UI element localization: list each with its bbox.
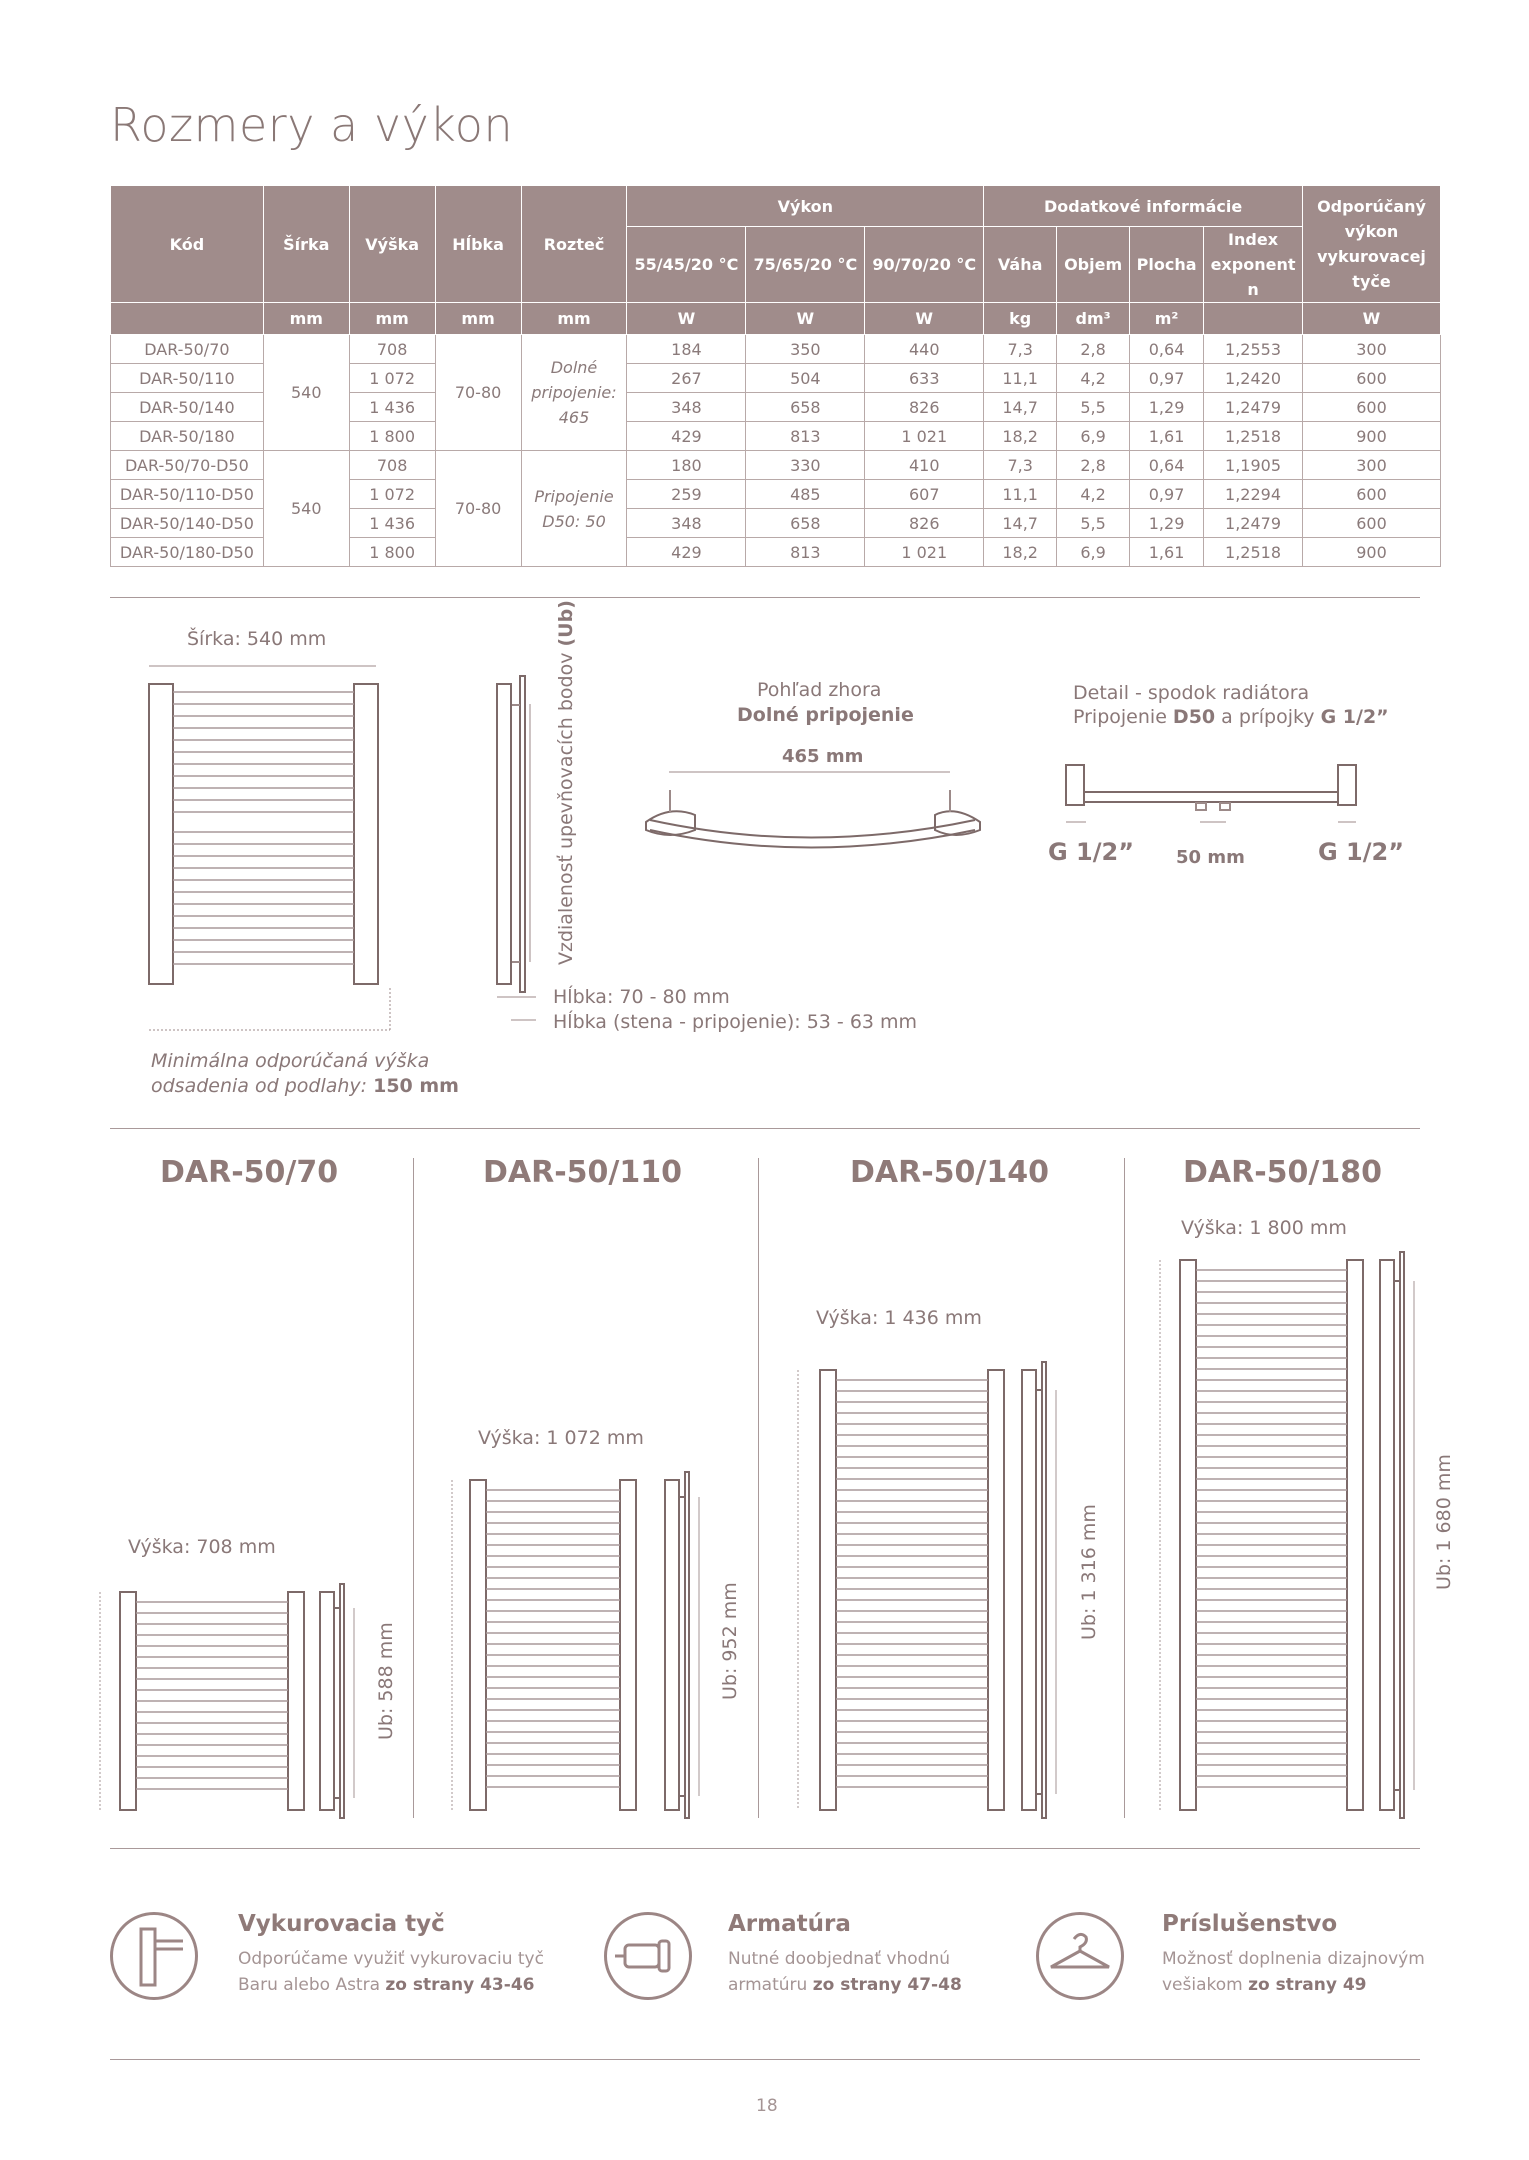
- table-cell: 826: [865, 509, 984, 538]
- min-height-text: odsadenia od podlahy:: [151, 1075, 368, 1097]
- table-cell: 440: [865, 335, 984, 364]
- table-cell: 826: [865, 393, 984, 422]
- table-cell: 1,2518: [1204, 422, 1303, 451]
- table-cell: 1,1905: [1204, 451, 1303, 480]
- header-objem: Objem: [1057, 227, 1130, 303]
- model-name: DAR-50/70: [160, 1155, 339, 1190]
- header-kod: Kód: [111, 186, 264, 303]
- unit-cell: mm: [263, 303, 349, 335]
- detail-text-a: Pripojenie: [1073, 706, 1173, 728]
- feature-title: Armatúra: [728, 1911, 851, 1937]
- feature-text: [1162, 1946, 1425, 1998]
- table-cell: 410: [865, 451, 984, 480]
- g-left-label: G 1/2”: [1048, 838, 1134, 866]
- table-cell: DAR-50/110: [111, 364, 264, 393]
- table-cell: DAR-50/180: [111, 422, 264, 451]
- table-cell: 607: [865, 480, 984, 509]
- ub-label-abbr: (Ub): [555, 600, 577, 647]
- radiator-right-tube: [620, 1480, 636, 1810]
- table-cell: 1 800: [349, 422, 435, 451]
- header-index: Index exponent n: [1204, 227, 1303, 303]
- table-cell: 4,2: [1057, 480, 1130, 509]
- unit-cell: W: [627, 303, 746, 335]
- model-name: DAR-50/110: [483, 1155, 682, 1190]
- table-cell: 11,1: [984, 480, 1057, 509]
- table-cell: 259: [627, 480, 746, 509]
- feature-title: Vykurovacia tyč: [238, 1911, 445, 1937]
- unit-cell: mm: [521, 303, 627, 335]
- table-cell: 600: [1303, 480, 1441, 509]
- table-cell: 184: [627, 335, 746, 364]
- radiator-left-tube: [820, 1370, 836, 1810]
- radiator-right-tube: [1347, 1260, 1363, 1810]
- min-height-line1: Minimálna odporúčaná výška: [151, 1050, 430, 1072]
- model-height: Výška: 1 800 mm: [1181, 1217, 1347, 1239]
- side-view-tube: [320, 1592, 334, 1810]
- table-cell: 0,64: [1130, 451, 1204, 480]
- detail-text-d: G 1/2”: [1320, 706, 1389, 728]
- table-cell: 70-80: [435, 335, 521, 451]
- feature-text-line: Nutné doobjednať vhodnú: [728, 1949, 950, 1969]
- header-hlbka: Hĺbka: [435, 186, 521, 303]
- d50-dimension: 50 mm: [1176, 847, 1245, 868]
- table-cell: 5,5: [1057, 509, 1130, 538]
- table-cell: 2,8: [1057, 451, 1130, 480]
- feature-text-line2: [728, 1972, 962, 1998]
- table-cell: DAR-50/140-D50: [111, 509, 264, 538]
- hanger-icon: [1036, 1912, 1124, 2000]
- side-view-connector: [685, 1472, 689, 1818]
- model-name: DAR-50/140: [850, 1155, 1049, 1190]
- table-cell: 429: [627, 538, 746, 567]
- table-cell: 1 436: [349, 393, 435, 422]
- table-cell: 485: [746, 480, 865, 509]
- unit-cell: kg: [984, 303, 1057, 335]
- ub-label-text: Vzdialenosť upevňovacích bodov: [555, 652, 577, 965]
- side-view-tube: [665, 1480, 679, 1810]
- table-cell: 1 021: [865, 538, 984, 567]
- header-odporucany: Odporúčaný výkon vykurovacej tyče: [1303, 186, 1441, 303]
- feature-page-ref: zo strany 47-48: [812, 1975, 962, 1995]
- table-cell: 348: [627, 393, 746, 422]
- width-label: Šírka: 540 mm: [187, 628, 327, 650]
- header-t1: 55/45/20 °C: [627, 227, 746, 303]
- table-cell: 1,29: [1130, 393, 1204, 422]
- table-cell: 540: [263, 451, 349, 567]
- table-cell: 300: [1303, 335, 1441, 364]
- table-cell: 1 021: [865, 422, 984, 451]
- side-view-connector: [340, 1584, 344, 1818]
- model-ub: Ub: 588 mm: [375, 1622, 397, 1740]
- min-height-value: 150 mm: [373, 1075, 459, 1097]
- table-cell: DAR-50/180-D50: [111, 538, 264, 567]
- feature-text-line2: [1162, 1972, 1425, 1998]
- table-cell: 300: [1303, 451, 1441, 480]
- header-vykon: Výkon: [627, 186, 984, 227]
- table-cell: 540: [263, 335, 349, 451]
- table-cell: 900: [1303, 422, 1441, 451]
- table-cell: 1,2479: [1204, 509, 1303, 538]
- table-cell: 350: [746, 335, 865, 364]
- table-cell: Dolné pripojenie: 465: [521, 335, 627, 451]
- model-height: Výška: 1 436 mm: [816, 1307, 982, 1329]
- table-cell: 267: [627, 364, 746, 393]
- page-title: Rozmery a výkon: [110, 98, 514, 152]
- header-vaha: Váha: [984, 227, 1057, 303]
- radiator-right-tube: [288, 1592, 304, 1810]
- table-cell: 14,7: [984, 393, 1057, 422]
- table-cell: DAR-50/70-D50: [111, 451, 264, 480]
- header-t2: 75/65/20 °C: [746, 227, 865, 303]
- table-cell: 429: [627, 422, 746, 451]
- table-cell: 1,2553: [1204, 335, 1303, 364]
- table-cell: 6,9: [1057, 422, 1130, 451]
- table-cell: 11,1: [984, 364, 1057, 393]
- table-cell: 4,2: [1057, 364, 1130, 393]
- unit-cell: mm: [349, 303, 435, 335]
- table-cell: 0,97: [1130, 364, 1204, 393]
- radiator-left-tube: [1180, 1260, 1196, 1810]
- heating-rod-icon: [110, 1912, 198, 2000]
- table-cell: 0,97: [1130, 480, 1204, 509]
- detail-text-b: D50: [1172, 706, 1216, 728]
- table-cell: 633: [865, 364, 984, 393]
- model-ub: Ub: 1 316 mm: [1078, 1504, 1100, 1640]
- table-cell: 70-80: [435, 451, 521, 567]
- table-cell: 180: [627, 451, 746, 480]
- table-cell: 600: [1303, 364, 1441, 393]
- radiator-right-tube: [988, 1370, 1004, 1810]
- table-cell: 1,61: [1130, 538, 1204, 567]
- top-view-subtitle: Dolné pripojenie: [737, 704, 914, 726]
- feature-text-line: Možnosť doplnenia dizajnovým: [1162, 1949, 1425, 1969]
- table-cell: 330: [746, 451, 865, 480]
- divider: [110, 2059, 1420, 2060]
- valve-icon: [604, 1912, 692, 2000]
- feature-page-ref: zo strany 49: [1248, 1975, 1367, 1995]
- table-cell: 658: [746, 509, 865, 538]
- feature-text: [728, 1946, 962, 1998]
- table-cell: 18,2: [984, 538, 1057, 567]
- side-view-tube: [1022, 1370, 1036, 1810]
- header-plocha: Plocha: [1130, 227, 1204, 303]
- table-cell: 600: [1303, 393, 1441, 422]
- table-cell: 1,2294: [1204, 480, 1303, 509]
- model-ub: Ub: 952 mm: [719, 1582, 741, 1700]
- table-cell: 18,2: [984, 422, 1057, 451]
- table-cell: 708: [349, 335, 435, 364]
- depth-label: Hĺbka: 70 - 80 mm: [553, 986, 730, 1008]
- table-cell: 14,7: [984, 509, 1057, 538]
- page-number: 18: [756, 2096, 778, 2116]
- feature-text-part: Baru alebo Astra: [238, 1975, 386, 1995]
- radiator-left-tube: [470, 1480, 486, 1810]
- table-cell: 504: [746, 364, 865, 393]
- table-cell: 1 436: [349, 509, 435, 538]
- feature-text: [238, 1946, 544, 1998]
- table-cell: 7,3: [984, 451, 1057, 480]
- table-cell: 708: [349, 451, 435, 480]
- detail-text-c: a prípojky: [1215, 706, 1321, 728]
- unit-cell: W: [1303, 303, 1441, 335]
- g-right-label: G 1/2”: [1318, 838, 1404, 866]
- model-ub: Ub: 1 680 mm: [1433, 1454, 1455, 1590]
- feature-text-line2: [238, 1972, 544, 1998]
- unit-cell: W: [746, 303, 865, 335]
- table-cell: 0,64: [1130, 335, 1204, 364]
- model-name: DAR-50/180: [1183, 1155, 1382, 1190]
- header-t3: 90/70/20 °C: [865, 227, 984, 303]
- feature-text-line: Odporúčame využiť vykurovaciu tyč: [238, 1949, 544, 1969]
- table-cell: DAR-50/110-D50: [111, 480, 264, 509]
- table-cell: 1,2479: [1204, 393, 1303, 422]
- table-cell: DAR-50/70: [111, 335, 264, 364]
- unit-cell: dm³: [1057, 303, 1130, 335]
- detail-title: Detail - spodok radiátora: [1073, 682, 1310, 704]
- table-cell: 813: [746, 422, 865, 451]
- feature-page-ref: zo strany 43-46: [385, 1975, 535, 1995]
- table-cell: DAR-50/140: [111, 393, 264, 422]
- unit-cell: W: [865, 303, 984, 335]
- side-view-connector: [1400, 1252, 1404, 1818]
- table-cell: 900: [1303, 538, 1441, 567]
- table-cell: 1,2518: [1204, 538, 1303, 567]
- feature-title: Príslušenstvo: [1162, 1911, 1338, 1937]
- side-view-tube: [1380, 1260, 1394, 1810]
- model-height: Výška: 708 mm: [128, 1536, 276, 1558]
- radiator-left-tube: [120, 1592, 136, 1810]
- side-view-connector: [1042, 1362, 1046, 1818]
- table-cell: 2,8: [1057, 335, 1130, 364]
- table-cell: 1 072: [349, 364, 435, 393]
- table-cell: 600: [1303, 509, 1441, 538]
- divider: [110, 1848, 1420, 1849]
- model-height: Výška: 1 072 mm: [478, 1427, 644, 1449]
- unit-cell: m²: [1130, 303, 1204, 335]
- header-vyska: Výška: [349, 186, 435, 303]
- top-view-dimension: 465 mm: [782, 746, 864, 767]
- header-sirka: Šírka: [263, 186, 349, 303]
- feature-text-part: armatúru: [728, 1975, 813, 1995]
- header-dodatkove: Dodatkové informácie: [984, 186, 1303, 227]
- header-roztec: Rozteč: [521, 186, 627, 303]
- table-cell: 6,9: [1057, 538, 1130, 567]
- feature-text-part: vešiakom: [1162, 1975, 1249, 1995]
- table-cell: 348: [627, 509, 746, 538]
- unit-cell: mm: [435, 303, 521, 335]
- table-cell: 1,29: [1130, 509, 1204, 538]
- table-cell: 7,3: [984, 335, 1057, 364]
- table-cell: Pripojenie D50: 50: [521, 451, 627, 567]
- table-cell: 1,61: [1130, 422, 1204, 451]
- table-cell: 658: [746, 393, 865, 422]
- table-cell: 5,5: [1057, 393, 1130, 422]
- depth-wall-label: Hĺbka (stena - pripojenie): 53 - 63 mm: [553, 1011, 918, 1033]
- table-cell: 1,2420: [1204, 364, 1303, 393]
- table-cell: 1 800: [349, 538, 435, 567]
- table-cell: 813: [746, 538, 865, 567]
- table-cell: 1 072: [349, 480, 435, 509]
- top-view-title: Pohľad zhora: [757, 679, 882, 701]
